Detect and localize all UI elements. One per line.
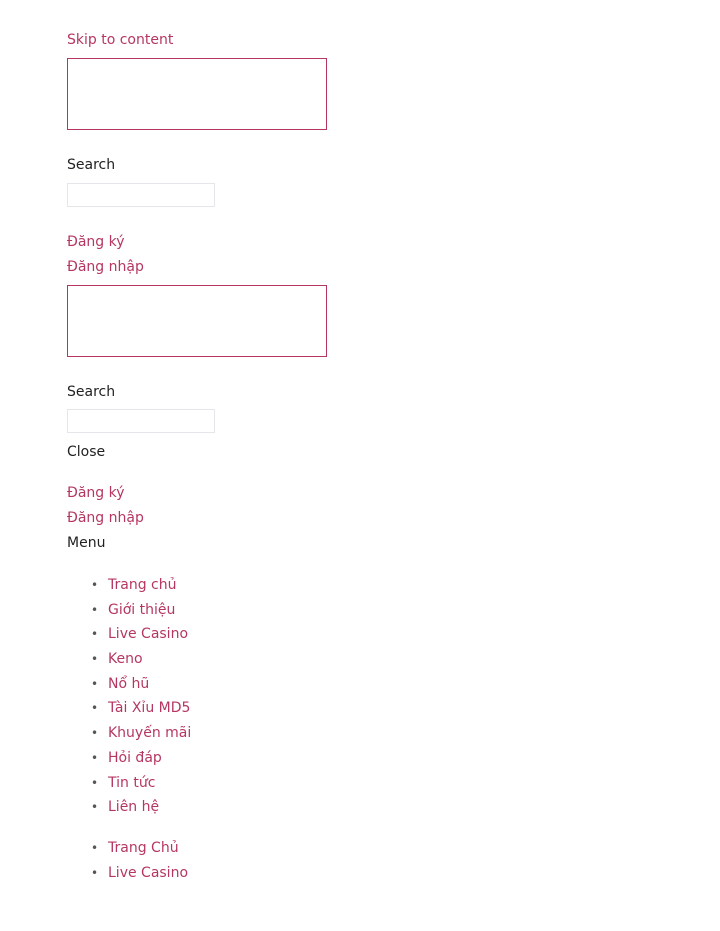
menu-item [91, 696, 191, 721]
bullet-icon: • [91, 865, 99, 880]
menu-link-live-casino[interactable]: Live Casino [108, 626, 189, 643]
menu-link-gioi-thieu[interactable]: Giới thiệu [108, 601, 176, 618]
menu-link-no-hu[interactable]: Nổ hũ [108, 675, 150, 692]
primary-menu [67, 573, 191, 820]
menu-link-khuyen-mai[interactable]: Khuyến mãi [108, 725, 192, 742]
bullet-icon: • [91, 775, 99, 790]
mobile-site-logo[interactable] [67, 285, 327, 357]
menu-item [91, 573, 191, 598]
bullet-icon: • [91, 800, 99, 815]
menu-link-trang-chu[interactable]: Trang chủ [108, 577, 177, 593]
menu-item [91, 622, 191, 647]
bullet-icon: • [91, 841, 99, 855]
search-input[interactable] [67, 183, 215, 207]
menu-link-hoi-dap[interactable]: Hỏi đáp [108, 749, 162, 766]
bullet-icon: • [91, 627, 99, 642]
menu-item [91, 647, 191, 672]
menu-item [91, 672, 191, 697]
menu-toggle[interactable]: Menu [67, 535, 106, 551]
menu-item [91, 598, 191, 623]
login-link[interactable]: Đăng nhập [67, 259, 144, 275]
site-logo[interactable] [67, 58, 327, 130]
menu-item [91, 746, 191, 771]
bullet-icon: • [91, 676, 99, 691]
menu-link-lien-he[interactable]: Liên hệ [108, 799, 160, 816]
bullet-icon: • [91, 602, 99, 617]
bullet-icon: • [91, 652, 99, 667]
register-link[interactable]: Đăng ký [67, 234, 125, 250]
menu-item [91, 836, 188, 861]
menu-link-keno[interactable]: Keno [108, 651, 143, 668]
skip-to-content-link[interactable]: Skip to content [67, 32, 174, 48]
menu-item [91, 771, 191, 796]
menu-link-tin-tuc[interactable]: Tin tức [108, 774, 156, 791]
search-label: Search [67, 157, 116, 173]
menu-item [91, 721, 192, 746]
mobile-login-link[interactable]: Đăng nhập [67, 510, 144, 526]
mobile-search-input[interactable] [67, 409, 215, 433]
bullet-icon: • [91, 578, 99, 592]
bullet-icon: • [91, 701, 99, 716]
menu-link-tai-xiu-md5[interactable]: Tài Xỉu MD5 [108, 700, 191, 717]
mobile-register-link[interactable]: Đăng ký [67, 485, 125, 501]
menu-item [91, 861, 189, 886]
close-button[interactable]: Close [67, 444, 106, 460]
menu-link-live-casino-2[interactable]: Live Casino [108, 864, 189, 881]
menu-link-trang-chu-2[interactable]: Trang Chủ [108, 840, 179, 856]
menu-item [91, 795, 191, 820]
secondary-menu [67, 836, 188, 885]
bullet-icon: • [91, 726, 99, 741]
mobile-search-label: Search [67, 384, 116, 400]
bullet-icon: • [91, 750, 99, 765]
